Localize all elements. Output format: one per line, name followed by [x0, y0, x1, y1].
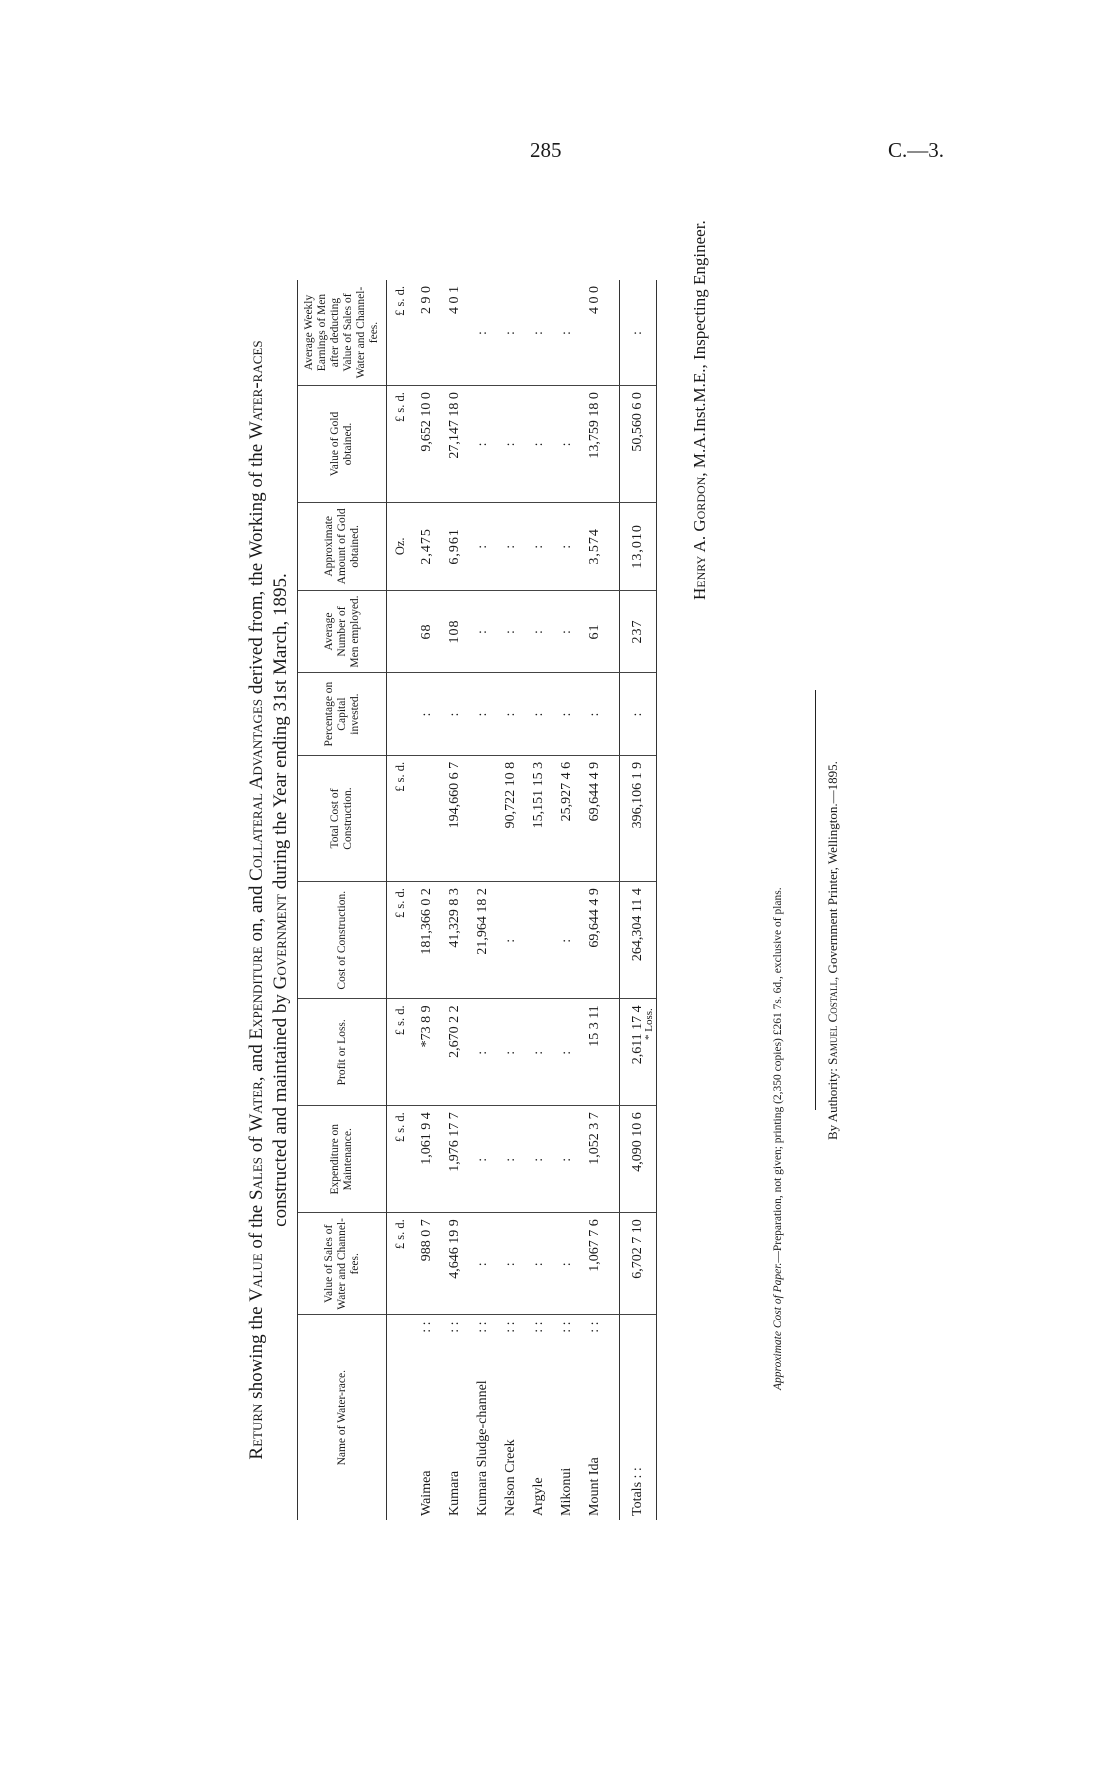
- race-name: Mount Ida : :: [587, 1321, 602, 1516]
- cell-men: 68: [413, 590, 441, 673]
- cell-profit: :: [525, 999, 553, 1106]
- page-number: 285: [530, 138, 562, 162]
- header-total-cost: Total Cost of Construction.: [298, 755, 387, 881]
- cell-gold_oz: 2,475: [413, 502, 441, 590]
- totals-sales: 6,702 7 10: [620, 1213, 657, 1315]
- header-profit: Profit or Loss.: [298, 999, 387, 1106]
- table-row: [413, 280, 441, 1520]
- cell-maint: :: [553, 1106, 581, 1213]
- cell-cost: 41,329 8 3: [441, 882, 469, 999]
- cell-weekly: 4 0 0: [581, 280, 609, 386]
- cell-gold_oz: :: [553, 502, 581, 590]
- cell-men: :: [497, 590, 525, 673]
- header-maintenance: Expenditure on Maintenance.: [298, 1106, 387, 1213]
- cell-maint: :: [497, 1106, 525, 1213]
- cell-cost: 69,644 4 9: [581, 882, 609, 999]
- header-gold-amount: Approximate Amount of Gold obtained.: [298, 502, 387, 590]
- cell-maint: :: [469, 1106, 497, 1213]
- cell-gold_oz: :: [469, 502, 497, 590]
- cell-men: 108: [441, 590, 469, 673]
- cell-weekly: :: [469, 280, 497, 386]
- cell-gold_val: :: [525, 386, 553, 503]
- totals-gold-amount: 13,010: [620, 502, 657, 590]
- cell-sales: 4,646 19 9: [441, 1213, 469, 1315]
- cell-profit: *73 8 9: [413, 999, 441, 1106]
- cell-sales: :: [525, 1213, 553, 1315]
- cell-pct: :: [469, 673, 497, 756]
- table-row: [525, 280, 553, 1520]
- units-row: £ s. d. £ s. d. £ s. d. £ s. d. £ s. d. Oz. £ s. d. £ s. d.: [387, 280, 414, 1520]
- cell-sales: :: [497, 1213, 525, 1315]
- paper-cost-note: Approximate Cost of Paper.—Preparation, not given; printing (2,350 copies) £261 7s. 6d., exclusive of plans.: [772, 887, 784, 1390]
- water-race-return-table: [297, 280, 657, 1520]
- totals-total-cost: 396,106 1 9: [620, 755, 657, 881]
- document-code: C.—3.: [888, 138, 945, 162]
- cell-gold_oz: :: [497, 502, 525, 590]
- cell-total: 69,644 4 9: [581, 755, 609, 881]
- cell-men: :: [525, 590, 553, 673]
- cell-pct: :: [497, 673, 525, 756]
- race-name: Argyle : :: [531, 1321, 546, 1516]
- cell-cost: 21,964 18 2: [469, 882, 497, 999]
- cell-weekly: :: [553, 280, 581, 386]
- cell-pct: :: [553, 673, 581, 756]
- cell-men: :: [553, 590, 581, 673]
- race-name: Kumara : :: [447, 1321, 462, 1516]
- totals-cost: 264,304 11 4: [620, 882, 657, 999]
- totals-weekly-earnings: :: [620, 280, 657, 386]
- table-title: Return showing the Value of the Sales of Water, and Expenditure on, and Collateral Advantages derived from, the Working of the Water-races constructed and maintained by Government during the Year ending 31st March, 1895.: [246, 340, 291, 1460]
- cell-gold_val: 13,759 18 0: [581, 386, 609, 503]
- cell-total: 90,722 10 8: [497, 755, 525, 881]
- cell-sales: 988 0 7: [413, 1213, 441, 1315]
- cell-sales: 1,067 7 6: [581, 1213, 609, 1315]
- race-name: Waimea : :: [419, 1321, 434, 1516]
- cell-cost: 181,366 0 2: [413, 882, 441, 999]
- table-row: [581, 280, 609, 1520]
- totals-men: 237: [620, 590, 657, 673]
- cell-pct: :: [413, 673, 441, 756]
- cell-profit: :: [497, 999, 525, 1106]
- printer-authority: By Authority: Samuel Costall, Government Printer, Wellington.—1895.: [825, 761, 840, 1140]
- race-name: Mikonui : :: [559, 1321, 574, 1516]
- cell-weekly: :: [525, 280, 553, 386]
- cell-profit: :: [553, 999, 581, 1106]
- cell-total: 15,151 15 3: [525, 755, 553, 881]
- header-percentage: Percentage on Capital invested.: [298, 673, 387, 756]
- cell-gold_val: :: [553, 386, 581, 503]
- totals-percentage: :: [620, 673, 657, 756]
- cell-profit: :: [469, 999, 497, 1106]
- table-header-row: [298, 280, 387, 1520]
- cell-gold_oz: 3,574: [581, 502, 609, 590]
- cell-men: :: [469, 590, 497, 673]
- cell-gold_val: 27,147 18 0: [441, 386, 469, 503]
- cell-total: 25,927 4 6: [553, 755, 581, 881]
- totals-label: Totals : :: [620, 1315, 657, 1520]
- cell-gold_oz: :: [525, 502, 553, 590]
- cell-cost: :: [497, 882, 525, 999]
- cell-men: 61: [581, 590, 609, 673]
- loss-footnote: * Loss.: [643, 1008, 655, 1040]
- table-row: [497, 280, 525, 1520]
- header-name: Name of Water-race.: [298, 1315, 387, 1520]
- rotated-page-content: [245, 160, 1114, 1640]
- cell-gold_val: :: [497, 386, 525, 503]
- table-row: [469, 280, 497, 1520]
- cell-sales: :: [469, 1213, 497, 1315]
- cell-profit: 15 3 11: [581, 999, 609, 1106]
- cell-gold_val: 9,652 10 0: [413, 386, 441, 503]
- cell-cost: :: [553, 882, 581, 999]
- totals-row: [620, 280, 657, 1520]
- race-name: Kumara Sludge-channel : :: [475, 1321, 490, 1516]
- table-row: [441, 280, 469, 1520]
- header-men: Average Number of Men employed.: [298, 590, 387, 673]
- cell-weekly: :: [497, 280, 525, 386]
- header-sales: Value of Sales of Water and Channel-fees.: [298, 1213, 387, 1315]
- totals-profit: 2,611 17 4: [620, 999, 657, 1106]
- cell-profit: 2,670 2 2: [441, 999, 469, 1106]
- divider-rule: [815, 690, 816, 1110]
- table-row: [553, 280, 581, 1520]
- cell-gold_oz: 6,961: [441, 502, 469, 590]
- totals-maintenance: 4,090 10 6: [620, 1106, 657, 1213]
- cell-sales: :: [553, 1213, 581, 1315]
- cell-weekly: 2 9 0: [413, 280, 441, 386]
- totals-gold-value: 50,560 6 0: [620, 386, 657, 503]
- cell-maint: 1,976 17 7: [441, 1106, 469, 1213]
- cell-total: [469, 755, 497, 881]
- header-gold-value: Value of Gold obtained.: [298, 386, 387, 503]
- header-weekly-earnings: Average Weekly Earnings of Men after deducting Value of Sales of Water and Channel-fees.: [298, 280, 387, 386]
- cell-weekly: 4 0 1: [441, 280, 469, 386]
- cell-maint: 1,061 9 4: [413, 1106, 441, 1213]
- cell-pct: :: [581, 673, 609, 756]
- cell-maint: :: [525, 1106, 553, 1213]
- race-name: Nelson Creek : :: [503, 1321, 518, 1516]
- signature: Henry A. Gordon, M.A.Inst.M.E., Inspecting Engineer.: [690, 220, 709, 600]
- cell-gold_val: :: [469, 386, 497, 503]
- header-cost: Cost of Construction.: [298, 882, 387, 999]
- cell-maint: 1,052 3 7: [581, 1106, 609, 1213]
- cell-total: 194,660 6 7: [441, 755, 469, 881]
- cell-cost: [525, 882, 553, 999]
- cell-total: [413, 755, 441, 881]
- cell-pct: :: [441, 673, 469, 756]
- cell-pct: :: [525, 673, 553, 756]
